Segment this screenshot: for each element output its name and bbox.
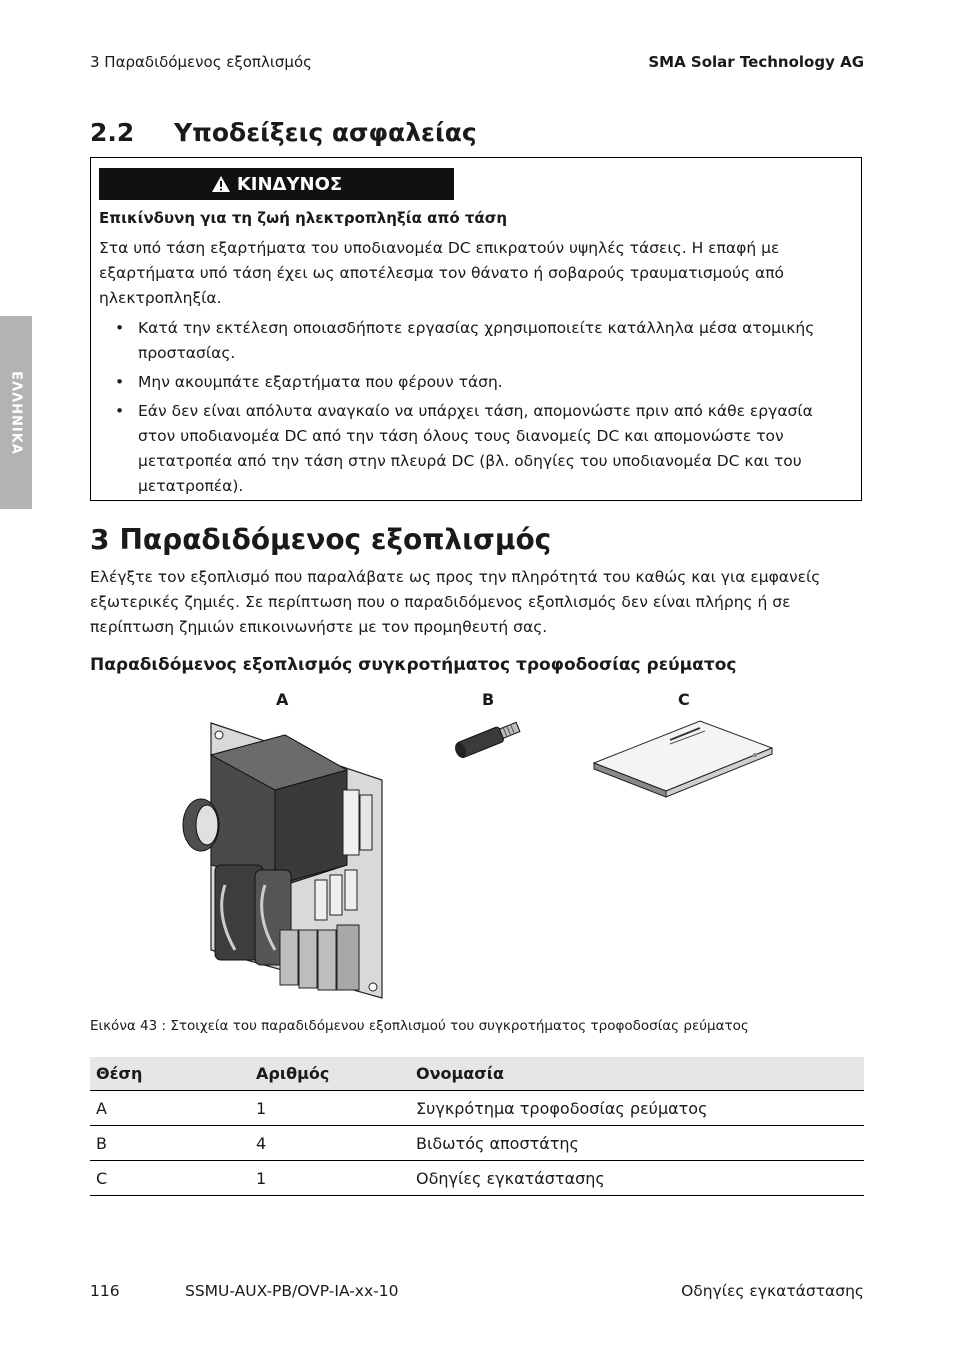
warning-text: Στα υπό τάση εξαρτήματα του υποδιανομέα DC επικρατούν υψηλές τάσεις. Η επαφή με εξαρτήματα υπό τάση έχει ως αποτέλεσμα τον θάνατο ή σοβαρούς τραυματισμούς από ηλεκτροπληξία. — [99, 239, 785, 307]
column-header-quantity: Αριθμός — [250, 1057, 410, 1091]
cell-position: A — [90, 1091, 250, 1126]
list-item: • Κατά την εκτέλεση οποιασδήποτε εργασίας χρησιμοποιείτε κατάλληλα μέσα ατομικής προστασίας. — [99, 316, 839, 366]
section-heading-2-2 — [90, 118, 477, 147]
figure-caption: Εικόνα 43 : Στοιχεία του παραδιδόμενου εξοπλισμού του συγκροτήματος τροφοδοσίας ρεύματος — [90, 1018, 749, 1034]
figure-label-b: B — [482, 690, 495, 709]
section-title: Παραδιδόμενος εξοπλισμός — [119, 523, 552, 556]
document-code: SSMU-AUX-PB/OVP-IA-xx-10 — [185, 1282, 399, 1300]
cell-quantity: 4 — [250, 1126, 410, 1161]
language-side-tab — [0, 316, 32, 509]
running-header-company: SMA Solar Technology AG — [648, 53, 864, 71]
column-header-designation: Ονομασία — [410, 1057, 864, 1091]
installation-manual-illustration — [590, 713, 775, 798]
section-heading-3 — [90, 523, 551, 556]
table-header-row — [90, 1057, 864, 1091]
cell-designation: Βιδωτός αποστάτης — [410, 1126, 864, 1161]
threaded-spacer-illustration — [448, 713, 528, 763]
danger-warning-box — [90, 157, 862, 501]
subheading-scope-of-delivery: Παραδιδόμενος εξοπλισμός συγκροτήματος τροφοδοσίας ρεύματος — [90, 655, 737, 675]
danger-signal-bar — [99, 168, 454, 200]
power-supply-unit-illustration — [175, 715, 390, 1000]
table-row — [90, 1161, 864, 1196]
cell-position: B — [90, 1126, 250, 1161]
table-row — [90, 1091, 864, 1126]
danger-signal-word: ΚΙΝΔΥΝΟΣ — [236, 173, 343, 195]
figure-label-a: A — [276, 690, 289, 709]
cell-position: C — [90, 1161, 250, 1196]
language-side-tab-label: ΕΛΛΗΝΙΚΑ — [8, 370, 24, 455]
running-header-section: 3 Παραδιδόμενος εξοπλισμός — [90, 53, 312, 71]
parts-table — [90, 1057, 864, 1196]
list-item: • Εάν δεν είναι απόλυτα αναγκαίο να υπάρχει τάση, απομονώστε πριν από κάθε εργασία στον υποδιανομέα DC από την τάση όλους τους διανομείς DC και απομονώστε τον μετατροπέα από την τάση στην πλευρά DC (βλ. οδηγίες του υποδιανομέα DC και του μετατροπέα). — [99, 399, 839, 499]
table-row — [90, 1126, 864, 1161]
figure-label-c: C — [678, 690, 690, 709]
cell-designation: Συγκρότημα τροφοδοσίας ρεύματος — [410, 1091, 864, 1126]
warning-triangle-icon — [211, 175, 231, 193]
section-number: 3 — [90, 523, 110, 556]
document-type: Οδηγίες εγκατάστασης — [681, 1282, 864, 1300]
column-header-position: Θέση — [90, 1057, 250, 1091]
list-item: • Μην ακουμπάτε εξαρτήματα που φέρουν τάση. — [99, 370, 839, 395]
cell-quantity: 1 — [250, 1161, 410, 1196]
warning-bullet-list — [99, 316, 839, 503]
intro-paragraph: Ελέγξτε τον εξοπλισμό που παραλάβατε ως προς την πληρότητά του καθώς και για εμφανείς εξωτερικές ζημιές. Σε περίπτωση που ο παραδιδόμενος εξοπλισμός δεν είναι πλήρης ή σε περίπτωση ζημιών επικοινωνήστε με τον προμηθευτή σας. — [90, 568, 821, 636]
cell-quantity: 1 — [250, 1091, 410, 1126]
cell-designation: Οδηγίες εγκατάστασης — [410, 1161, 864, 1196]
page-number: 116 — [90, 1282, 120, 1300]
section-number: 2.2 — [90, 118, 135, 147]
section-title: Υποδείξεις ασφαλείας — [174, 118, 477, 147]
warning-title: Επικίνδυνη για τη ζωή ηλεκτροπληξία από τάση — [99, 209, 508, 227]
